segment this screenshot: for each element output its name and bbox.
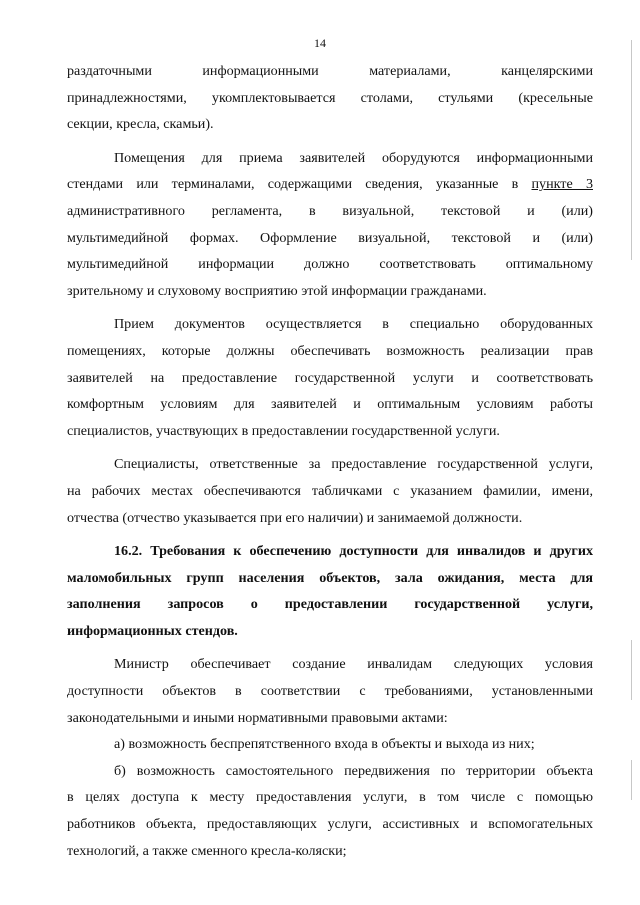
text-line: доступности объектов в соответствии с требованиями, установленными [67, 683, 593, 700]
text-line: отчества (отчество указывается при его наличии) и занимаемой должности. [67, 509, 523, 526]
paragraph-rooms [67, 145, 593, 305]
document-body [67, 58, 593, 864]
text-line: зрительному и слуховому восприятию этой информации гражданами. [67, 282, 487, 299]
paragraph-minister [67, 651, 593, 731]
text-line: принадлежностями, укомплектовывается столами, стульями (кресельные [67, 89, 593, 106]
heading-line: информационных стендов. [67, 622, 238, 639]
pункт-link[interactable]: пункте 3 [531, 176, 593, 193]
text-line: а) возможность беспрепятственного входа в объекты и выхода из них; [114, 736, 535, 753]
text-line: заявителей на предоставление государственной услуги и соответствовать [67, 369, 593, 386]
heading-line: маломобильных групп населения объектов, зала ожидания, места для [67, 569, 593, 586]
heading-line: заполнения запросов о предоставлении государственной услуги, [67, 596, 593, 613]
text-fragment: стендами или терминалами, содержащими сведения, указанные в [67, 176, 519, 193]
scan-edge-mark [631, 40, 632, 260]
text-line: Прием документов осуществляется в специально оборудованных [114, 316, 593, 333]
text-line: раздаточными информационными материалами, канцелярскими [67, 63, 593, 79]
text-line: законодательными и иными нормативными правовыми актами: [67, 709, 448, 726]
text-line: специалистов, участвующих в предоставлении государственной услуги. [67, 422, 500, 439]
scan-edge-mark [631, 640, 632, 700]
heading-line: 16.2. Требования к обеспечению доступности для инвалидов и других [114, 543, 593, 560]
text-line: Специалисты, ответственные за предоставление государственной услуги, [114, 456, 593, 473]
paragraph-continuation [67, 58, 593, 138]
paragraph-specialists [67, 451, 593, 531]
text-line: Помещения для приема заявителей оборудуются информационными [114, 149, 593, 166]
text-line: работников объекта, предоставляющих услуги, ассистивных и вспомогательных [67, 816, 593, 833]
list-item-a [67, 731, 593, 758]
text-line: мультимедийной формах. Оформление визуальной, текстовой и (или) [67, 229, 593, 246]
text-line: секции, кресла, скамьи). [67, 116, 214, 133]
text-line-with-link [67, 171, 593, 198]
page-number: 14 [314, 36, 326, 50]
text-line: б) возможность самостоятельного передвижения по территории объекта [114, 762, 593, 779]
text-line: Министр обеспечивает создание инвалидам следующих условия [114, 656, 593, 673]
text-line: в целях доступа к месту предоставления услуги, в том числе с помощью [67, 789, 593, 806]
list-item-b [67, 758, 593, 864]
text-line: помещениях, которые должны обеспечивать возможность реализации прав [67, 342, 593, 359]
text-line: технологий, а также сменного кресла-коляски; [67, 842, 347, 859]
text-line: комфортным условиям для заявителей и оптимальным условиям работы [67, 396, 593, 413]
scan-edge-mark [631, 760, 632, 800]
paragraph-documents [67, 311, 593, 444]
text-line: мультимедийной информации должно соответствовать оптимальному [67, 256, 593, 273]
text-line: на рабочих местах обеспечиваются табличками с указанием фамилии, имени, [67, 482, 593, 499]
section-heading-16-2 [67, 538, 593, 644]
text-line: административного регламента, в визуальной, текстовой и (или) [67, 202, 593, 219]
